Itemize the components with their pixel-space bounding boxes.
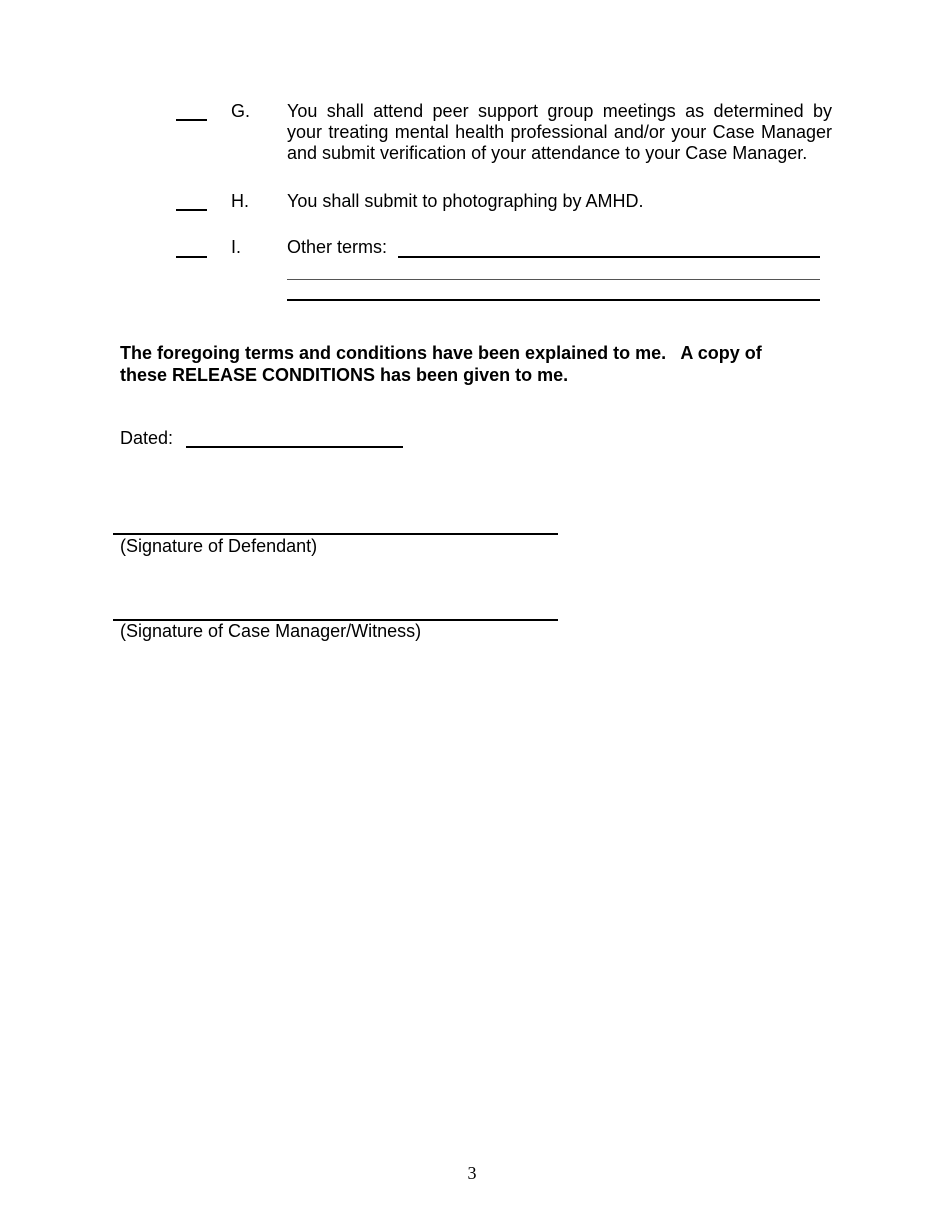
dated-field-line[interactable] (186, 446, 403, 448)
item-g-text-line-3: and submit verification of your attendance to your Case Manager. (287, 143, 808, 163)
item-h-check-blank[interactable] (176, 209, 207, 211)
page-number: 3 (467, 1163, 477, 1183)
item-i-label: Other terms: (287, 237, 388, 257)
other-terms-line-2[interactable] (287, 279, 820, 280)
item-g-text-line-2: your treating mental health professional and/or your Case Manager (287, 122, 832, 142)
item-g-letter: G. (231, 101, 251, 121)
item-h-letter: H. (231, 191, 249, 211)
item-h-text: You shall submit to photographing by AMHD. (287, 191, 644, 211)
other-terms-line-1[interactable] (398, 256, 820, 258)
acknowledgement-statement (120, 342, 820, 386)
acknowledgement-line-2: these RELEASE CONDITIONS has been given to me. (120, 365, 569, 385)
witness-signature-label: (Signature of Case Manager/Witness) (120, 621, 422, 641)
dated-label: Dated: (120, 428, 174, 448)
defendant-signature-label: (Signature of Defendant) (120, 536, 318, 556)
acknowledgement-line-1: The foregoing terms and conditions have been explained to me. A copy of (120, 343, 762, 363)
item-i-letter: I. (231, 237, 242, 257)
item-g-check-blank[interactable] (176, 119, 207, 121)
item-g-text-line-1: You shall attend peer support group meetings as determined by (287, 101, 832, 121)
other-terms-line-3[interactable] (287, 299, 820, 301)
defendant-signature-line[interactable] (113, 533, 558, 535)
item-i-check-blank[interactable] (176, 256, 207, 258)
item-g-text (287, 101, 832, 164)
